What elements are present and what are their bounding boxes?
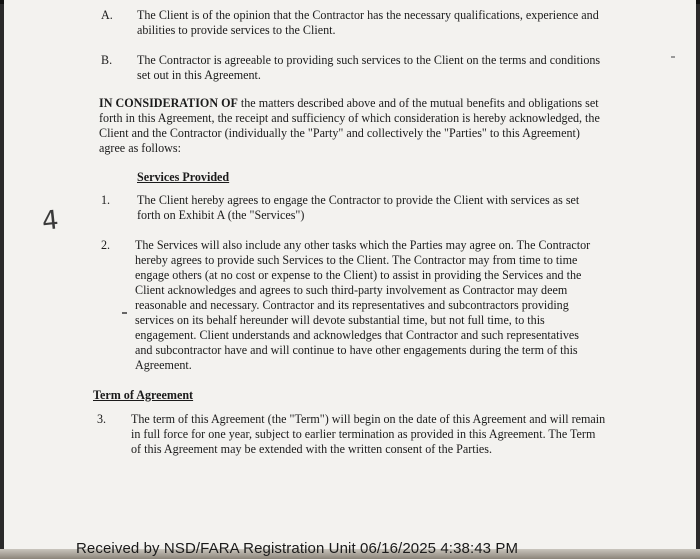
clause-2-line-2: hereby agrees to provide such Services to the Client. The Contractor may from time to time bbox=[135, 253, 578, 267]
recital-a-line-1: The Client is of the opinion that the Contractor has the necessary qualifications, experience and bbox=[137, 8, 599, 22]
clause-2-line-4: Client acknowledges and agrees to such third-party involvement as Contractor may deem bbox=[135, 283, 568, 297]
recital-a-line-2: abilities to provide services to the Client. bbox=[137, 23, 336, 37]
margin-tick-mark bbox=[122, 312, 127, 314]
clause-1-line-2: forth on Exhibit A (the "Services") bbox=[137, 208, 305, 222]
recital-b-text bbox=[137, 53, 600, 83]
recital-a-label: A. bbox=[101, 8, 113, 22]
handwritten-margin-number: 4 bbox=[40, 205, 61, 237]
clause-2-line-6: services on its behalf hereunder will devote substantial time, but not full time, to this bbox=[135, 313, 545, 327]
clause-1-text bbox=[137, 193, 579, 223]
clause-2-number: 2. bbox=[101, 238, 111, 252]
consideration-lead: IN CONSIDERATION OF bbox=[99, 96, 238, 110]
services-heading: Services Provided bbox=[137, 170, 230, 184]
clause-2-line-9: Agreement. bbox=[135, 358, 192, 372]
clause-3-text bbox=[131, 412, 605, 457]
clause-2-line-3: engage others (at no cost or expense to the Client) to assist in providing the Services and the bbox=[135, 268, 582, 282]
recital-b-label: B. bbox=[101, 53, 113, 67]
receipt-stamp-text: Received by NSD/FARA Registration Unit 06/16/2025 4:38:43 PM bbox=[76, 540, 519, 557]
clause-1-line-1: The Client hereby agrees to engage the Contractor to provide the Client with services as set bbox=[137, 193, 580, 207]
consideration-line-2: forth in this Agreement, the receipt and sufficiency of which consideration is hereby acknowledged, the bbox=[99, 111, 600, 125]
term-heading: Term of Agreement bbox=[93, 388, 194, 402]
clause-3-number: 3. bbox=[97, 412, 107, 426]
consideration-line-1-text: the matters described above and of the mutual benefits and obligations set bbox=[237, 96, 599, 110]
clause-2-line-8: and subcontractor have and will continue to have other engagements during the term of this bbox=[135, 343, 578, 357]
clause-1-number: 1. bbox=[101, 193, 111, 207]
consideration-paragraph bbox=[99, 96, 600, 156]
consideration-line-1 bbox=[99, 96, 600, 111]
scan-speck bbox=[671, 56, 675, 58]
recital-b-line-2: set out in this Agreement. bbox=[137, 68, 261, 82]
clause-3-line-2: in full force for one year, subject to earlier termination as provided in this Agreement. The Term bbox=[131, 427, 596, 441]
clause-2-text bbox=[135, 238, 590, 373]
consideration-line-3: Client and the Contractor (individually the "Party" and collectively the "Parties" to this Agreement) bbox=[99, 126, 580, 140]
clause-2-line-5: reasonable and necessary. Contractor and its representatives and subcontractors providing bbox=[135, 298, 569, 312]
consideration-line-4: agree as follows: bbox=[99, 141, 181, 155]
document-page bbox=[4, 0, 696, 559]
recital-a-text bbox=[137, 8, 599, 38]
clause-2-line-7: engagement. Client understands and acknowledges that Contractor and such representatives bbox=[135, 328, 579, 342]
recital-b-line-1: The Contractor is agreeable to providing such services to the Client on the terms and conditions bbox=[137, 53, 601, 67]
clause-3-line-1: The term of this Agreement (the "Term") will begin on the date of this Agreement and will remain bbox=[131, 412, 606, 426]
clause-2-line-1: The Services will also include any other tasks which the Parties may agree on. The Contractor bbox=[135, 238, 591, 252]
clause-3-line-3: of this Agreement may be extended with the written consent of the Parties. bbox=[131, 442, 493, 456]
